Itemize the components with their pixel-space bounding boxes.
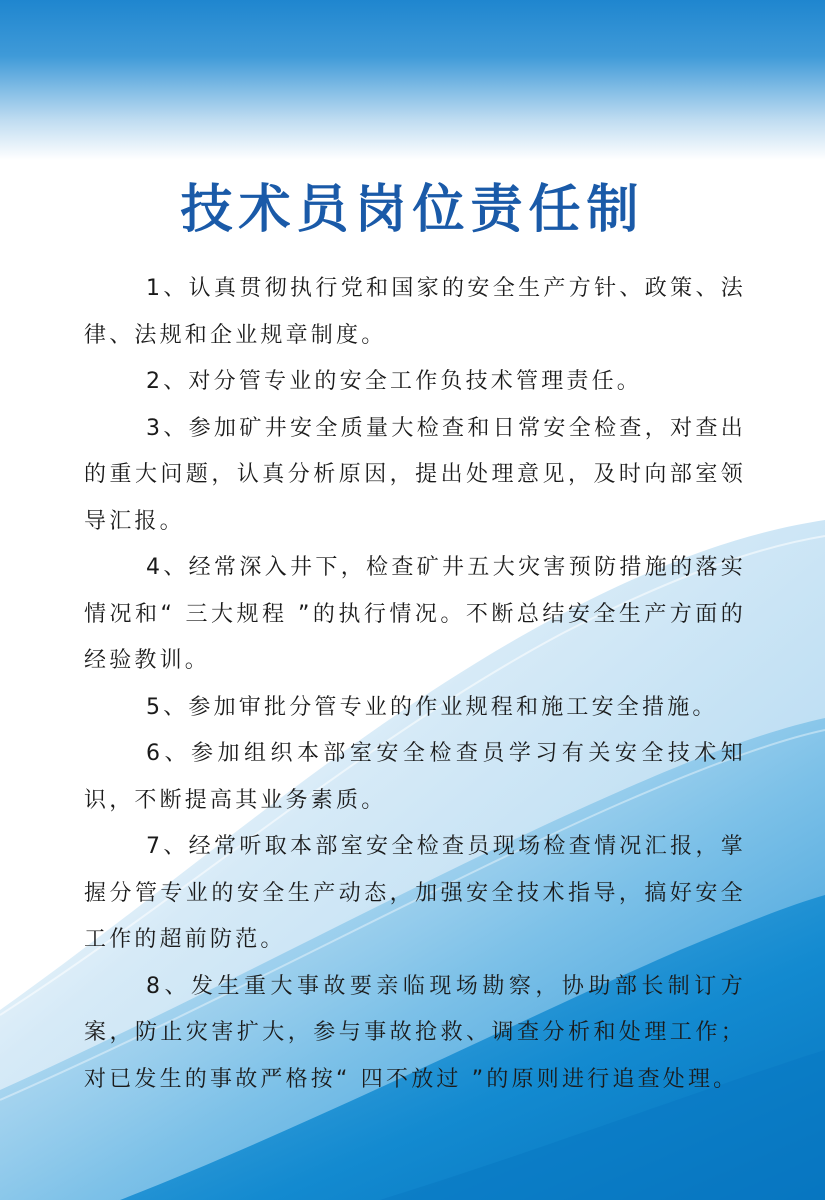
clause-6: 6、参加组织本部室安全检查员学习有关安全技术知识，不断提高其业务素质。: [84, 741, 746, 813]
responsibility-list: [84, 266, 746, 1103]
clause-5: 5、参加审批分管专业的作业规程和施工安全措施。: [146, 694, 718, 720]
clause-1: 1、认真贯彻执行党和国家的安全生产方针、政策、法律、法规和企业规章制度。: [84, 276, 746, 348]
clause-8: 8、发生重大事故要亲临现场勘察，协助部长制订方案，防止灾害扩大，参与事故抢救、调查分析和处理工作；对已发生的事故严格按“ 四不放过 ”的原则进行追查处理。: [84, 973, 746, 1092]
clause-3: 3、参加矿井安全质量大检查和日常安全检查，对查出的重大问题，认真分析原因，提出处理意见，及时向部室领导汇报。: [84, 415, 746, 534]
page-title: 技术员岗位责任制: [180, 180, 645, 240]
clause-7: 7、经常听取本部室安全检查员现场检查情况汇报，掌握分管专业的安全生产动态，加强安全技术指导，搞好安全工作的超前防范。: [84, 834, 746, 952]
clause-4: 4、经常深入井下，检查矿井五大灾害预防措施的落实情况和“ 三大规程 ”的执行情况。不断总结安全生产方面的经验教训。: [84, 555, 746, 673]
clause-2: 2、对分管专业的安全工作负技术管理责任。: [146, 369, 642, 394]
